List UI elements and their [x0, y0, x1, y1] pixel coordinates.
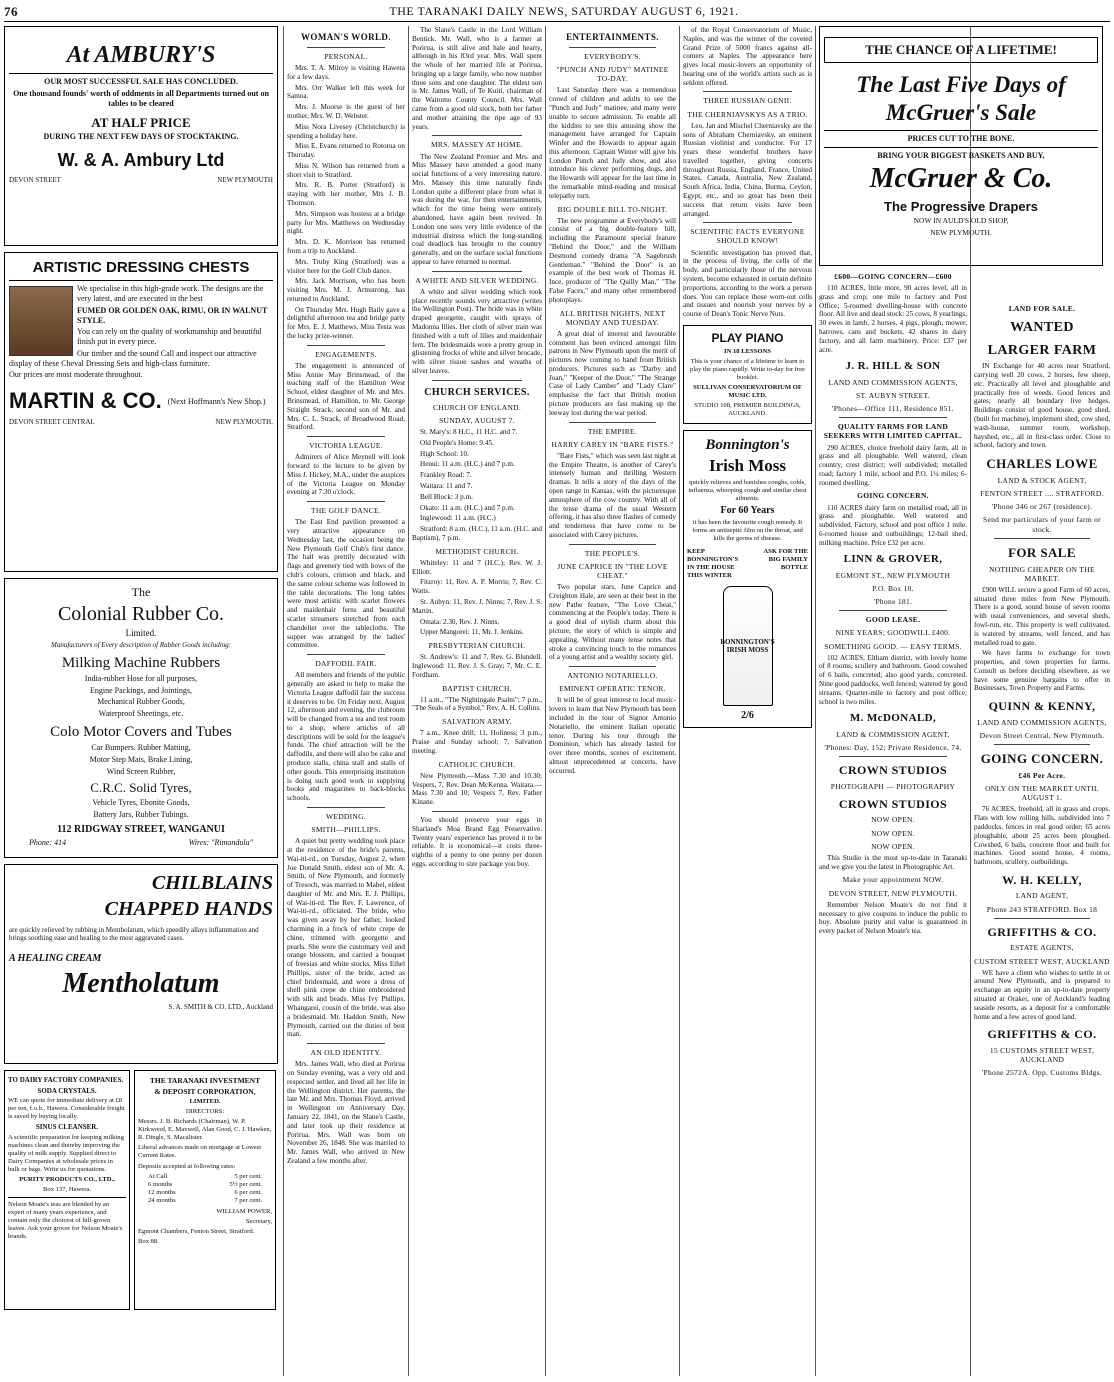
personal-item: Mrs. T. A. Milroy is visiting Hawera for a few days. [287, 64, 405, 81]
service-item: Old People's Home: 9.45. [420, 438, 494, 447]
bonnington-ad [683, 430, 812, 729]
punch-judy-heading: "PUNCH AND JUDY" MATINEE TO-DAY. [556, 65, 669, 84]
lowe-address: FENTON STREET .... STRATFORD. [980, 489, 1104, 499]
entertainments-heading: ENTERTAINMENTS. [566, 32, 659, 42]
quality-heading: QUALITY FARMS FOR LAND SEEKERS WITH LIMITED CAPITAL. [823, 422, 963, 441]
service-item: St. Mary's: 8 H.C., 11 H.C. and 7. [420, 428, 518, 437]
old-identity-heading: AN OLD IDENTITY. [310, 1048, 382, 1058]
ambury-ad [4, 26, 278, 246]
going-concern-heading: GOING CONCERN. [980, 751, 1104, 767]
personal-item: Miss N. Wilson has returned from a short visit to Stratford. [287, 161, 405, 179]
now-open: NOW OPEN. [871, 828, 915, 838]
personal-heading: PERSONAL. [324, 51, 368, 61]
crown-studios-title: CROWN STUDIOS [838, 763, 948, 778]
dressing-chest-illustration [9, 286, 73, 356]
rate-row: 24 months 7 per cent. [148, 1196, 262, 1204]
griffiths-address: 15 CUSTOMS STREET WEST, AUCKLAND [989, 1045, 1095, 1065]
service-item: Fitzroy: 11, Rev. A. P. Morris; 7, Rev. C. Watts. [412, 578, 542, 596]
investment-heading: LIMITED. [189, 1098, 221, 1106]
martin-address: NEW PLYMOUTH. [215, 417, 273, 426]
griffiths-firm: GRIFFITHS & CO. [987, 1027, 1097, 1042]
personal-item: Mrs. Jack Morrison, who has been visiting Mrs. M. J. Armstrong, has returned to Auckland. [287, 277, 405, 303]
purity-products-ad [4, 1070, 130, 1310]
catholic-heading: CATHOLIC CHURCH. [438, 759, 516, 769]
peoples-heading: THE PEOPLE'S. [584, 548, 641, 558]
martin-text: Our timber and the sound Call and inspect our attractive display of these Cheval Dressing Sets and high-class furniture. [9, 348, 257, 368]
land-for-sale-heading: LAND FOR SALE. [1008, 304, 1076, 313]
dairy-text: A scientific preparation for keeping milking machines clean and thereby improving the quality of milk supply. Supplied direct to Dairy Companies at wholesale prices in bulk or bags. Write us for quotations. [8, 1133, 124, 1173]
mentholatum-brand: Mentholatum [62, 968, 220, 1000]
good-lease-terms: SOMETHING GOOD. — EASY TERMS. [824, 641, 962, 651]
hill-heading: £600—GOING CONCERN—£600 [834, 272, 952, 281]
womans-world-heading: WOMAN'S WORLD. [301, 32, 391, 42]
bonnington-years: For 60 Years [720, 504, 775, 516]
punch-judy-text: Last Saturday there was a tremendous crowd of children and adults to see the "Punch and Judy" matinee, and many were unable to secure admission. To enable all the kiddies to see this amusing show the management have arranged for Captain Winfer and the Howards to appear again this afternoon. Captain Winter will give his London Punch and Judy show, and also introduce his clever performing dogs, and the Howards will appear for the last time in the remarkable mind-reading and musical telepathy turn. [549, 86, 676, 200]
personal-item: Mrs. J. Moorse is the guest of her mother, Mrs. W. D. Webster. [287, 103, 405, 121]
service-item: Henui: 11 a.m. (H.C.) and 7 p.m. [420, 460, 515, 469]
british-nights-text: A great deal of interest and favourable comment has been evinced amongst film patrons in New Plymouth upon the merit of pictures now coming to hand from British producers. Pictures such as "Darby and Joan," "Keeper of the Door," "The Strange Case of Lady Camber" and "Lady Clare" emphasise the fact that British motion picture producers are fast making up the leeway lost during the war period. [549, 329, 676, 417]
ambury-line: DURING THE NEXT FEW DAYS OF STOCKTAKING. [43, 132, 239, 142]
martin-firm: MARTIN & CO. [9, 388, 162, 414]
linn-box: P.O. Box 10. [872, 584, 914, 593]
investment-deposits: Deposits accepted at following rates: [138, 1162, 236, 1170]
golf-dance-heading: THE GOLF DANCE. [310, 506, 382, 516]
colonial-wires: Wires: "Rimondula" [188, 837, 253, 847]
mentholatum-heading: CHAPPED HANDS [104, 898, 273, 921]
rate-row: At Call 5 per cent. [148, 1172, 262, 1180]
for-sale-heading: FOR SALE [1008, 544, 1076, 560]
colonial-heading: Colo Motor Covers and Tubes [50, 723, 232, 740]
quinn-address: Devon Street Central, New Plymouth. [979, 730, 1105, 740]
column-farms [974, 300, 1110, 1376]
victoria-league-text: Admirers of Alice Meynell will look forward to the lecture to be given by Miss J. Hickey, M.A., under the auspices of the Victoria League on Monday evening at 7.30 o'clock. [287, 453, 405, 497]
ambury-firm: W. & A. Ambury Ltd [57, 150, 225, 171]
martin-ad [4, 252, 278, 572]
dairy-text: WE can quote for immediate delivery at £8 per ton, f.o.b., Hawera. Considerable freight is saved by buying locally. [8, 1097, 125, 1121]
good-lease-text: 102 ACRES, Eltham district, with lovely home of 8 rooms, scullery and bathroom. Good cowshed of 6 bails, concreted; also good yards, concreted. Nine good paddocks, well fenced; watered by good streams. Quarter-mile to factory and post office; school is two miles. [819, 653, 967, 706]
mcdonald-sub: LAND & COMMISSION AGENT, [836, 729, 950, 739]
bonnington-price: 2/6 [741, 710, 754, 722]
colonial-limited: Limited. [125, 628, 157, 639]
nelson-moate-note: Nelson Moate's teas are blended by an expert of many years experience, and contain only the choicest of hill-grown leaves. Ask your grocer for Nelson Moate's brands. [8, 1200, 123, 1241]
service-item: Omata: 2.30, Rev. J. Ninns. [420, 617, 500, 626]
everybodys-heading: EVERYBODY'S. [584, 51, 641, 61]
rate-row: 12 months 6 per cent. [148, 1188, 262, 1196]
nelson-moate-note: Remember Nelson Moate's do not find it necessary to give coupons to induce the public to buy. Absolute purity and value is guaranteed in every packet of Nelson Moate's tea. [819, 900, 967, 936]
hill-phone: 'Phones—Office 111, Residence 851. [832, 404, 954, 414]
catholic-text: New Plymouth.—Mass 7.30 and 10.30; Vespers, 7, Rev. Dean McKenna. Waitara.—Mass 7.30 and 10; Vespers 7, Rev. Father Kinane. [412, 771, 542, 807]
love-cheat-heading: JUNE CAPRICE IN "THE LOVE CHEAT." [557, 561, 668, 580]
martin-text: Our prices are most moderate throughout. [9, 370, 143, 380]
piano-heading: PLAY PIANO [711, 330, 784, 345]
church-services-heading: CHURCH SERVICES. [424, 386, 530, 398]
newspaper-title: THE TARANAKI DAILY NEWS, SATURDAY AUGUST 6, 1921. [389, 4, 739, 19]
lowe-firm: CHARLES LOWE [986, 456, 1098, 472]
british-nights-heading: ALL BRITISH NIGHTS, NEXT MONDAY AND TUESDAY. [559, 308, 666, 327]
griffiths-phone: 'Phone 2572A. Opp. Customs Bldgs. [981, 1068, 1103, 1078]
hill-text: 110 ACRES, little more, 90 acres level, all in grass and crop; one mile to factory and Post Office; 5-roomed dwelling-house with concrete floor. All live and dead stock: 25 cows, 8 yearlings, 30 ewes in lamb, 2 horses, 4 pigs, plough, mower, harrows, cans and buckets, 42 shares in dairy factory, and all farm machinery. Price: £37 per acre. [819, 284, 967, 354]
service-item: Upper Mangorei: 11, Mr. J. Jenkins. [420, 628, 524, 637]
kelly-sub: LAND AGENT, [1015, 891, 1069, 901]
wanted-text: IN Exchange for 40 acres near Stratford, carrying well 20 cows, 2 horses, few sheep, etc. Practically all level and ploughable and practically free of weeds. Good fences and gates; nearly all boundary live hedges. Buildings consist of good house, good shed, (built for machine), implement shed, cow shed, wash-house, summer room, workshop, hayshed, etc., all in first-class order. Close to school, factory and town. [974, 362, 1110, 450]
egg-preservative-note: You should preserve your eggs in Sharland's Moa Brand Egg Preservative. Twenty years' experience has proved it to be reliable. It is economical—it costs three-eighths of a penny to one penny per dozen eggs, according to size package you buy. [412, 816, 542, 868]
engagements-heading: ENGAGEMENTS. [315, 349, 377, 359]
going-only: ONLY ON THE MARKET UNTIL AUGUST 1. [985, 784, 1099, 803]
mcgruer-firm: McGruer & Co. [869, 163, 1053, 195]
investment-advances: Liberal advances made on mortgage at Lowest Current Rates. [138, 1144, 262, 1160]
piano-firm: SULLIVAN CONSERVATORIUM OF MUSIC LTD. [693, 383, 802, 399]
russian-genii-heading: THREE RUSSIAN GENII. [703, 96, 792, 106]
kelly-firm: W. H. KELLY, [1002, 872, 1082, 887]
presbyterian-heading: PRESBYTERIAN CHURCH. [428, 641, 526, 651]
lowe-note: Send me particulars of your farm or stock. [983, 515, 1101, 534]
wedding-heading: WEDDING. [325, 811, 367, 821]
love-cheat-text: Two popular stars, June Caprice and Creighton Hale, are seen at their best in the new Pathe feature, "The Love Cheat," commencing at the People's today. There is a good deal of stylish charm about this picture, the story of which is simple and appealing. Without many tense notes that stroke a convincing touch to the romances of a young artist and a wealthy society girl. [549, 583, 676, 662]
griffiths-firm: GRIFFITHS & CO. [987, 924, 1097, 939]
investment-address: Egmont Chambers, Fenton Street, Stratford. [138, 1227, 255, 1235]
service-item: Waitara: 11 and 7. [420, 482, 473, 490]
good-lease-heading: GOOD LEASE. [865, 615, 921, 625]
piano-subheading: IN 18 LESSONS [724, 347, 771, 355]
notariello-text: It will be of great interest to local music-lovers to learn that New Plymouth has been included in the tour of Signor Antonio Notariello, the eminent Italian operatic tenor. During his tour through the Dominion, which has already lasted for over three months, scenes of excitement, almost unprecedented at concerts, have occurred. [549, 696, 676, 775]
colonial-address: 112 RIDGWAY STREET, WANGANUI [57, 823, 225, 835]
colonial-line: Battery Jars, Rubber Tubings. [93, 809, 189, 819]
irish-moss-bottle: BONNINGTON'S IRISH MOSS [723, 586, 773, 706]
crown-address: DEVON STREET, NEW PLYMOUTH. [828, 888, 958, 898]
wedding-names: SMITH—PHILLIPS. [311, 825, 381, 835]
crown-studios-title: CROWN STUDIOS [838, 796, 948, 811]
hill-firm: J. R. HILL & SON [845, 360, 941, 373]
sullivan-piano-ad [683, 325, 812, 424]
martin-address: DEVON STREET CENTRAL [9, 417, 95, 426]
old-identity-text: Mrs. James Wall, who died at Porirua on Sunday evening, was a very old and respected settler, and lived all her life in the Wellington district. Her parents, the late Mr. and Mrs. Thomas Floyd, arrived in Wellington on Anniversary Day, January 22, 1841, on the Slane's Castle, and later took up their residence at Porirua. Mrs. Wall was born on November 26, 1848. She was married to Mr. James Wall, who arrived in New Zealand a few months after. [287, 1060, 405, 1165]
linn-phone: 'Phone 181. [873, 597, 913, 607]
ambury-address: NEW PLYMOUTH [217, 176, 273, 185]
good-lease-sub: NINE YEARS; GOODWILL £400. [835, 628, 951, 638]
investment-ad [134, 1070, 276, 1310]
mcgruer-tag: The Progressive Drapers [884, 198, 1038, 214]
double-bill-text: The new programme at Everybody's will consist of a big double-feature bill, including the Paramount special feature "Behind the Door," and the William Desmond comedy drama "A Sagebrush Gentleman." "Behind the Door" is an example of the best work of Thomas H. Ince, producer of "The Quilly Man," "The False Faces," and many other remembered photoplays. [549, 216, 676, 304]
silver-wedding-text: A white and silver wedding which took place recently sounds very attractive (writes the Wellington Post). The bride was in white draped georgette, caught with sprays of Madonna lilies. Her cloth of silver train was finished with a tuft of lilies and maidenhair fern. The bridesmaids wore a pretty group in glistening frocks of white and silver brocade, with silver tissue sashes and wreaths of silver leaves. [412, 287, 542, 375]
colonial-line: India-rubber Hose for all purposes, [84, 673, 198, 683]
piano-text: This is your chance of a lifetime to learn to play the piano rapidly. Write to-day for free booklet. [690, 357, 805, 381]
column-rule [408, 26, 409, 1376]
dairy-heading: TO DAIRY FACTORY COMPANIES. [8, 1076, 124, 1084]
martin-note: (Next Hoffmann's New Shop.) [167, 396, 266, 406]
scientific-facts-text: Scientific investigation has proved that, in the process of living, the cells of the body, and particularly those of the nervous system, become exhausted in certain definite proportions, according to the work a person does. You can replace those worn-out cells and tissues and nourish your nerves by a course of Dean's Tonic Nerve Nuts. [683, 248, 812, 319]
service-item: St. Aubyn: 11, Rev. J. Ninns; 7, Rev. J. S. Martin. [412, 597, 542, 615]
presbyterian-text: St. Andrew's: 11 and 7, Rev. G. Blundell. Inglewood: 11, Rev. J. S. Gray; 7, Mr. C. E. Fordham. [412, 653, 542, 679]
linn-grover-firm: LINN & GROVER, [843, 553, 943, 566]
service-item: Stratford: 8 a.m. (H.C.), 11 a.m. (H.C. and Baptism), 7 p.m. [412, 525, 542, 542]
investment-directors: Messrs. J. B. Richards (Chairman), W. P. Kirkwood, E. Maxwell, Alan Good, C. J. Hawken, R. Dingle, S. Macalister. [138, 1118, 272, 1142]
victoria-league-heading: VICTORIA LEAGUE. [309, 441, 383, 451]
notariello-heading: ANTONIO NOTARIELLO. [567, 671, 658, 681]
martin-title: ARTISTIC DRESSING CHESTS [32, 259, 250, 276]
wanted-heading: WANTED [1010, 320, 1074, 336]
personal-item: Mrs. R. B. Porter (Stratford) is staying with her mother, Mrs J. B. Thomson. [287, 181, 405, 208]
methodist-heading: METHODIST CHURCH. [435, 546, 519, 556]
personal-item: Miss Nora Livesey (Christchurch) is spending a holiday here. [287, 122, 405, 140]
column-rule [679, 26, 680, 1376]
column-womans-world [287, 26, 405, 1376]
investment-box: Box 88. [138, 1237, 159, 1245]
crown-text: This Studio is the most up-to-date in Taranaki and we give you the latest in Photographic Art. [819, 853, 967, 871]
column-rule [283, 26, 284, 1376]
golf-dance-text: The East End pavilion presented a very attractive appearance on Wednesday last, the occasion being the New Plymouth Golf Club's first dance. The hall was prettily decorated with flags and greenery tied with bows of the club's colours, crimson and black, and the same colour scheme was followed in the table decorations. The long tables were most artistic with scarlet flowers and maidenhair ferns and beautiful scarlet streamers stretched from each chandelier over the tablecloths. The supper was arranged by the ladies' committee. [287, 518, 405, 650]
bonnington-ask: ASK FOR THE BIG FAMILY BOTTLE [763, 548, 808, 572]
colonial-heading: C.R.C. Solid Tyres, [90, 780, 192, 796]
mcgruer-prices: PRICES CUT TO THE BONE. [907, 133, 1015, 143]
column-advertisements [4, 26, 278, 1376]
personal-item: Mrs. Simpson was hostess at a bridge party for Mrs. Matthews on Wednesday night. [287, 209, 405, 236]
ambury-title: At AMBURY'S [66, 42, 216, 68]
going-price: £46 Per Acre. [1018, 770, 1066, 780]
service-item: Inglewood: 11 a.m. (H.C.) [420, 514, 496, 523]
griffiths-text: WE have a client who wishes to settle in or around New Plymouth, and is prepared to exchange an equity in an up-to-date property situated at Orakei, one of Auckland's leading seaside resorts, as a deposit for a comfortable home and a few acres of good land. [974, 968, 1110, 1021]
bare-fists-text: "Bare Fists," which was seen last night at the Empire Theatre, is another of Carey's intensely human and thrilling Western dramas. It tells a story of the days of the open range in Kansas, with the picturesque atmosphere of the cow country. With all of the tense drama of the usual Western offering, it has also three flashes of comedy and tenderness that have come to be associated with Carey pictures. [549, 451, 676, 539]
colonial-line: Car Bumpers. Rubber Matting, [91, 743, 191, 753]
mentholatum-agent: S. A. SMITH & CO. LTD., Auckland [168, 1003, 273, 1012]
notariello-subheading: EMINENT OPERATIC TENOR. [559, 684, 666, 694]
ambury-line: AT HALF PRICE [91, 114, 191, 130]
griffiths-address: CUSTOM STREET WEST, AUCKLAND [974, 956, 1110, 966]
colonial-makers: Manufacturers of Every description of Rubber Goods including: [51, 640, 231, 649]
piano-address: STUDIO 108, PREMIER BUILDINGS, AUCKLAND. [694, 401, 801, 417]
linn-address: EGMONT ST., NEW PLYMOUTH [835, 570, 951, 580]
mentholatum-tag: A HEALING CREAM [9, 952, 102, 964]
baptist-text: 11 a.m., "The Nightingale Psalm"; 7 p.m., "The Seals of a Symbol," Rev. A. H. Collins. [412, 695, 542, 713]
going-concern-text: 110 ACRES dairy farm on metalled road, all in grass and ploughable. Well watered and subdivided. Factory, school and post office 1 mile. 6-roomed house and outbuildings; 12-bail shed, milking machine. Price £32 per acre. [819, 503, 967, 547]
column-church-services [412, 26, 542, 1376]
salvation-army-text: 7 a.m., Knee drill; 11, Holiness; 3 p.m., Praise and Sunday school; 7, Salvation meeting. [412, 729, 542, 755]
mcgruer-title: The Last Five Days of McGruer's Sale [856, 71, 1066, 125]
ambury-address: DEVON STREET [9, 176, 61, 185]
engagements-text: The engagement is announced of Miss Annie May Brinsmead, of the teaching staff of the Hamilton West School, eldest daughter of Mr. and Mrs. Brinsmead, of Hamilton, to Mr. George Straight Strack, second son of Mr. and Mrs. C. L. Strack, of Broadwood Road, Stratford. [287, 361, 405, 432]
wedding-text: A quiet but pretty wedding took place at the residence of the bride's parents, Wai-iti-rd., on Tuesday, August 2, when Joe Donald Smith, eldest son of Mr. A. Smith, of New Plymouth, and formerly of Tresoch, was married to Mabel, eldest daughter of Mr. and Mrs. E. J. Phillips, of Wai-iti-rd. The Rev. F. Lawrence, of Wai-iti-rd., officiated. The bride, who was given away by her father, looked charming in a frock of white crepe de chine, trimmed with georgette and pearls. She wore the customary veil and orange blossom, and carried a bouquet of freesias and white stocks. Miss Ethel Phillips, sister of the bride, acted as chief bridesmaid, and wore a dress of shell pink crepe de chine embroidered with silk and beads. Miss Ivy Phillips, Whangarei, cousin of the bride, was also a bridesmaid. Mr. Haddon Smith, New Plymouth, carried out the duties of best man. [287, 837, 405, 1039]
colonial-rubber-ad [4, 578, 278, 858]
mentholatum-heading: CHILBLAINS [151, 872, 273, 894]
scientific-facts-heading: SCIENTIFIC FACTS EVERYONE SHOULD KNOW! [690, 227, 805, 246]
personal-item: Mrs. Truby King (Stratford) was a visitor here for the Golf Club dance. [287, 257, 405, 275]
salvation-army-heading: SALVATION ARMY. [442, 717, 512, 727]
notariello-continued: of the Royal Conservatorium of Music, Naples, and was the winner of the coveted Grand Prize of 5000 francs against all-comers at Naples. The appearance here gives local music-lovers an opportunity of hearing one of the world's artists such as is seldom offered. [683, 26, 812, 87]
dairy-subheading: SODA CRYSTALS. [37, 1086, 97, 1095]
service-item: Whiteley: 11 and 7 (H.C.); Rev. W. J. Elliott. [412, 558, 542, 576]
cherniavsky-text: Leo, Jan and Mischel Cherniavsky are the sons of Abraham Cherniavsky, an eminent Russian violinist and conductor. For 17 years these wonderful brothers have travelled together, giving concerts throughout Russia, England, France, United States, Canada, Australia, New Zealand, South Africa, India, China, Burma, Ceylon, Egypt, etc., and so great has been their success that return visits have been arranged. [683, 121, 812, 218]
ambury-line: One thousand founds' worth of oddments in all Departments turned out on tables to be cleared [13, 89, 269, 108]
crown-appointment: Make your appointment NOW. [842, 875, 944, 885]
dairy-firm: PURITY PRODUCTS CO., LTD., [19, 1175, 115, 1183]
dairy-box: Box 137, Hawera. [43, 1185, 91, 1193]
colonial-title: Colonial Rubber Co. [57, 602, 225, 625]
column-rule [545, 26, 546, 1376]
masthead [4, 2, 1110, 22]
double-bill-heading: BIG DOUBLE BILL TO-NIGHT. [557, 204, 668, 214]
colonial-line: Motor Step Mats, Brake Lining, [89, 754, 193, 764]
massey-text: The New Zealand Premier and Mrs. and Miss Massey have attended a good many social functions of a very interesting nature. Mrs. Massey this time naturally finds London quite a different place from what it was during the war, for then entertainments, which for the time being were entirely abandoned, have again been revived. In London one sees very little evidence of the industrial distress which the long-standing coal deadlock has brought to the country generally, and on the surface social functions appear to have returned to normal. [412, 152, 542, 266]
quality-text: 290 ACRES, choice freehold dairy farm, all in grass and all ploughable. Well watered, clean country, crest district; well subdivided; metalled road; factory 1 mile, school and P.O. 1¼ miles; 6-roomed dwelling. [819, 443, 967, 487]
investment-heading: & DEPOSIT CORPORATION, [154, 1087, 256, 1097]
investment-heading: THE TARANAKI INVESTMENT [149, 1076, 261, 1085]
now-open: NOW OPEN. [871, 841, 915, 851]
investment-secretary-title: Secretary, [245, 1217, 272, 1225]
mcdonald-phone: 'Phones: Day, 152; Private Residence, 74. [824, 742, 962, 752]
going-concern-heading: GOING CONCERN. [857, 491, 929, 501]
kelly-phone: Phone 243 STRATFORD. Box 18 [986, 904, 1098, 914]
martin-text: We specialise in this high-grade work. The designs are the very latest, and are executed in the best [77, 284, 264, 304]
column-entertainments [549, 26, 676, 1376]
bonnington-product: Irish Moss [709, 456, 786, 476]
colonial-line: Vehicle Tyres, Ebonite Goods, [92, 798, 190, 808]
crown-photo: PHOTOGRAPH — PHOTOGRAPHY [830, 781, 956, 791]
column-rule [815, 26, 816, 1376]
exchange-text: We have farms to exchange for town properties, and town properties for farms. Consult us before deciding elsewhere, as we have some genuine bargains to offer in Businesses, Town Property and Farms. [974, 649, 1110, 693]
bonnington-brand: Bonnington's [705, 436, 790, 453]
colonial-line: Wind Screen Rubber, [106, 766, 176, 776]
service-item: Okato: 11 a.m. (H.C.) and 7 p.m. [420, 503, 515, 512]
bonnington-text: quickly relieves and banishes coughs, colds, influenza, whooping cough and similar chest ailments. [688, 478, 807, 502]
investment-directors-label: DIRECTORS: [185, 1108, 225, 1116]
silver-wedding-heading: A WHITE AND SILVER WEDDING. [415, 275, 539, 285]
service-item: Bell Block: 3 p.m. [420, 492, 473, 501]
martin-text: You can rely on the quality of workmanship and beautiful finish put in every piece. [77, 327, 262, 347]
bonnington-text: it has been the favourite cough remedy. It forms an antiseptic film on the throat, and kills the germs of disease. [692, 519, 803, 543]
investment-secretary: WILLIAM POWER, [216, 1207, 272, 1215]
mcgruer-ad [819, 26, 1103, 266]
service-item: High School: 10. [420, 449, 469, 458]
for-sale-sub: NOTHING CHEAPER ON THE MARKET. [989, 564, 1095, 583]
quinn-sub: LAND AND COMMISSION AGENTS, [977, 717, 1107, 727]
colonial-phone: Phone: 414 [29, 837, 67, 847]
going-concern-text: 76 ACRES, freehold, all in grass and crops. Flats with low rolling hills, subdivided into 7 paddocks, fences in real good order; 65 acres ploughable, about 25 acres been ploughed. Cowshed, 6 bails, concrete floor and built for machines. Good sound house, 4 rooms, bathroom, scullery, outbuildings. [974, 805, 1110, 867]
mcdonald-firm: M. McDONALD, [849, 712, 937, 725]
personal-item: Mrs. Orr Walker left this week for Samoa. [287, 83, 405, 101]
lowe-phone: 'Phone 346 or 267 (residence). [991, 502, 1093, 512]
martin-text: FUMED OR GOLDEN OAK, RIMU, OR IN WALNUT STYLE. [77, 305, 268, 325]
old-identity-continued: The Slane's Castle in the Lord William Bentick. Mr. Wall, who is a farmer at Porirua, is still alive and hale and hearty, although in his 83rd year. Mrs. Wall spent the whole of her married life at Porirua, bringing up a large family, who now number three sons and one daughter. The eldest son is Mr. James Wall, of Te Kuiti, chairman of the Waitomo County Council. Mrs. Wall came from a good old stock, both her father and mother attaining the ripe age of 93 years. [412, 26, 542, 131]
empire-heading: THE EMPIRE. [587, 426, 638, 436]
column-concerts [683, 26, 812, 1376]
personal-item: Miss E. Evans returned to Rotorua on Thursday. [287, 142, 405, 160]
larger-farm-heading: LARGER FARM [987, 343, 1097, 359]
bare-fists-heading: HARRY CAREY IN "BARE FISTS." [551, 439, 674, 449]
colonial-heading: Milking Machine Rubbers [61, 654, 221, 671]
cherniavsky-heading: THE CHERNIAVSKYS AS A TRIO. [687, 109, 808, 119]
mcgruer-now: NOW IN AULD'S OLD SHOP, [913, 216, 1009, 226]
dairy-subheading: SINUS CLEANSER. [35, 1123, 99, 1132]
ambury-line: OUR MOST SUCCESSFUL SALE HAS CONCLUDED. [44, 77, 238, 87]
mcgruer-chance: THE CHANCE OF A LIFETIME! [824, 37, 1098, 63]
colonial-line: Mechanical Rubber Goods, [97, 697, 185, 707]
colonial-line: Waterproof Sheetings, etc. [98, 709, 184, 719]
mentholatum-ad [4, 864, 278, 1064]
griffiths-sub: ESTATE AGENTS, [1010, 943, 1074, 953]
lowe-sub: LAND & STOCK AGENT, [997, 475, 1087, 485]
for-sale-text: £900 WILL secure a good Farm of 60 acres, situated three miles from New Plymouth. There is a good, sound house of seven rooms with usual conveniences, and several sheds, fowl-run, etc. This property is well cultivated, is watered by streams, well fenced, and has metalled road to gate. [974, 585, 1110, 647]
quinn-kenny-firm: QUINN & KENNY, [988, 699, 1096, 714]
mentholatum-text: are quickly relieved by rubbing in Mentholatum, which speedily allays inflammation and brings soothing ease and healing to the most aggravated cases. [9, 925, 259, 943]
massey-heading: MRS. MASSEY AT HOME. [430, 140, 524, 150]
hill-sub: LAND AND COMMISSION AGENTS, [828, 377, 958, 387]
sunday-date: SUNDAY, AUGUST 7. [439, 415, 515, 425]
colonial-the: The [131, 585, 151, 599]
now-open: NOW OPEN. [871, 815, 915, 825]
baptist-heading: BAPTIST CHURCH. [442, 683, 512, 693]
personal-item: On Thursday Mrs. Hugh Baily gave a delightful afternoon tea and bridge party for Mrs. E. J. Matthews. Miss Testa was the lucky prize-winner. [287, 305, 405, 340]
mcgruer-city: NEW PLYMOUTH. [930, 227, 992, 237]
personal-item: Mrs. D. K. Morrison has returned from a trip to Auckland. [287, 238, 405, 255]
mcgruer-bring: BRING YOUR BIGGEST BASKETS AND BUY, [877, 150, 1045, 160]
daffodil-fair-text: All members and friends of the public generally are asked to help to make the Victoria League daffodil fair the success it deserves to be. On Friday next, August 12, afternoon and evening, the clubroom will be changed from a tea and rest room to a shop, where articles of all descriptions will be sold for the league's funds. The chief attraction will be the daffodils, and there will also be cake and produce stalls, china stall and stalls of other goods. This enterprising institution is doing such good work in supplying books and magazines to back-blocks schools. [287, 671, 405, 803]
daffodil-fair-heading: DAFFODIL FAIR. [315, 659, 377, 669]
church-of-england-heading: CHURCH OF ENGLAND. [432, 402, 522, 412]
rate-row: 6 months 5½ per cent. [148, 1180, 262, 1188]
colonial-line: Engine Packings, and Jointings, [90, 685, 192, 695]
page-number: 76 [4, 3, 18, 19]
bonnington-keep: KEEP BONNINGTON'S IN THE HOUSE THIS WINTER [687, 548, 739, 580]
hill-street: ST. AUBYN STREET. [856, 390, 930, 400]
service-item: Frankley Road: 7. [420, 471, 472, 480]
